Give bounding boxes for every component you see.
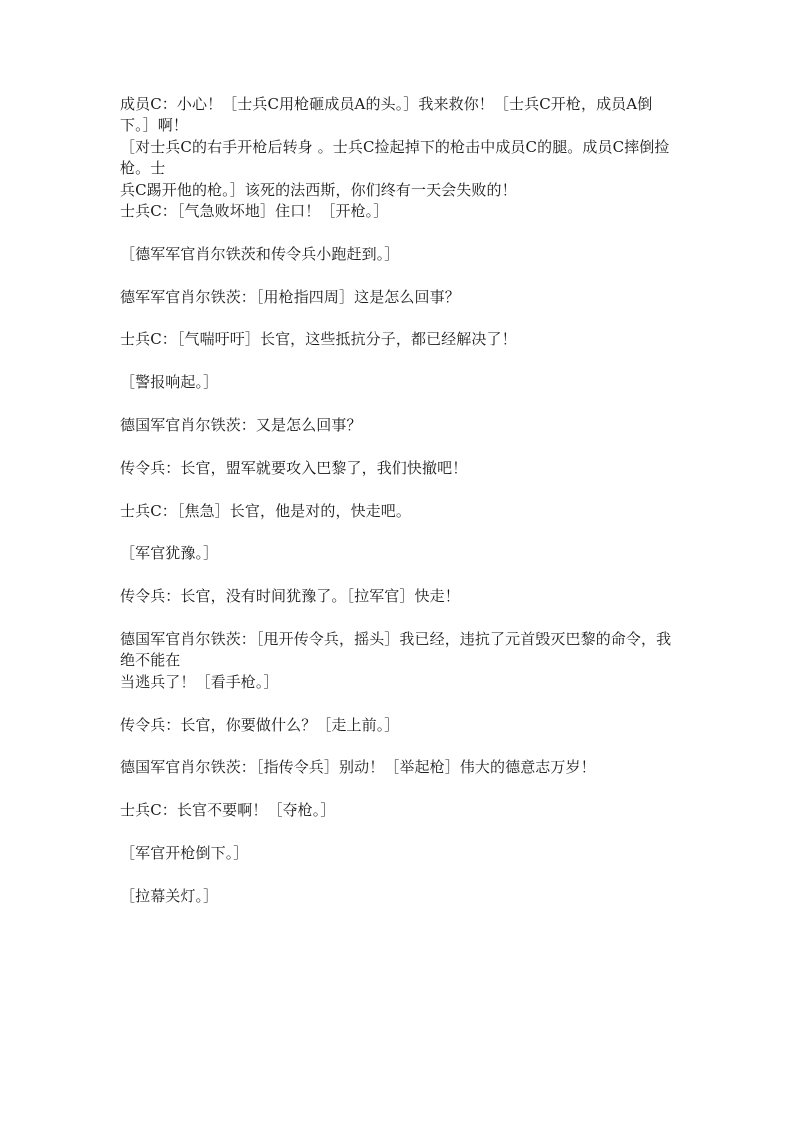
script-paragraph (120, 201, 678, 222)
script-line: ［德军军官肖尔铁茨和传令兵小跑赶到。］ (120, 244, 400, 263)
script-line: 传令兵：长官，没有时间犹豫了。［拉军官］快走！ (120, 587, 460, 606)
script-line: 当逃兵了！［看手枪。］ (120, 672, 279, 691)
script-line: 成员C：小心！［士兵C用枪砸成员A的头。］我来救你！［士兵C开枪，成员A倒下。］啊！ (120, 95, 653, 135)
script-line: 士兵C：［焦急］长官，他是对的，快走吧。 (120, 501, 411, 520)
script-paragraph (120, 843, 678, 864)
script-paragraph (120, 586, 678, 607)
script-line: 传令兵：长官，你要做什么？［走上前。］ (120, 715, 400, 734)
script-paragraph (120, 629, 678, 693)
script-line: 传令兵：长官，盟军就要攻入巴黎了，我们快撤吧！ (120, 458, 468, 477)
script-line: 德国军官肖尔铁茨：［甩开传令兵，摇头］我已经，违抗了元首毁灭巴黎的命令，我绝不能在 (120, 630, 672, 670)
script-line: ［拉幕关灯。］ (120, 886, 219, 905)
script-line: ［对士兵C的右手开枪后转身 。士兵C捡起掉下的枪击中成员C的腿。成员C摔倒捡枪。士 (120, 137, 670, 178)
script-paragraph (120, 244, 678, 265)
script-paragraph (120, 800, 678, 821)
script-paragraph (120, 543, 678, 564)
script-line: ［军官开枪倒下。］ (120, 844, 249, 862)
script-line: 士兵C：［气喘吁吁］长官，这些抵抗分子，都已经解决了！ (120, 330, 517, 349)
script-line: 兵C踢开他的枪。］该死的法西斯，你们终有一天会失败的！ (120, 180, 517, 199)
script-line: ［警报响起。］ (120, 373, 219, 392)
script-paragraph (120, 415, 678, 436)
script-paragraph (120, 287, 678, 308)
script-line: 德国军官肖尔铁茨：又是怎么回事？ (120, 416, 362, 435)
script-paragraph (120, 458, 678, 479)
script-line: 士兵C：［气急败坏地］住口！［开枪。］ (120, 202, 389, 221)
script-line: 士兵C：长官不要啊！［夺枪。］ (120, 801, 336, 820)
script-paragraph (120, 757, 678, 778)
script-paragraph (120, 94, 678, 201)
script-line: 德军军官肖尔铁茨：［用枪指四周］这是怎么回事？ (120, 287, 460, 306)
script-paragraph (120, 501, 678, 522)
script-line: ［军官犹豫。］ (120, 544, 219, 563)
script-paragraph (120, 372, 678, 393)
script-paragraph (120, 886, 678, 907)
script-paragraph (120, 329, 678, 350)
script-paragraph (120, 715, 678, 736)
script-line: 德国军官肖尔铁茨：［指传令兵］别动！［举起枪］伟大的德意志万岁！ (120, 758, 596, 777)
script-text-block (120, 94, 678, 929)
